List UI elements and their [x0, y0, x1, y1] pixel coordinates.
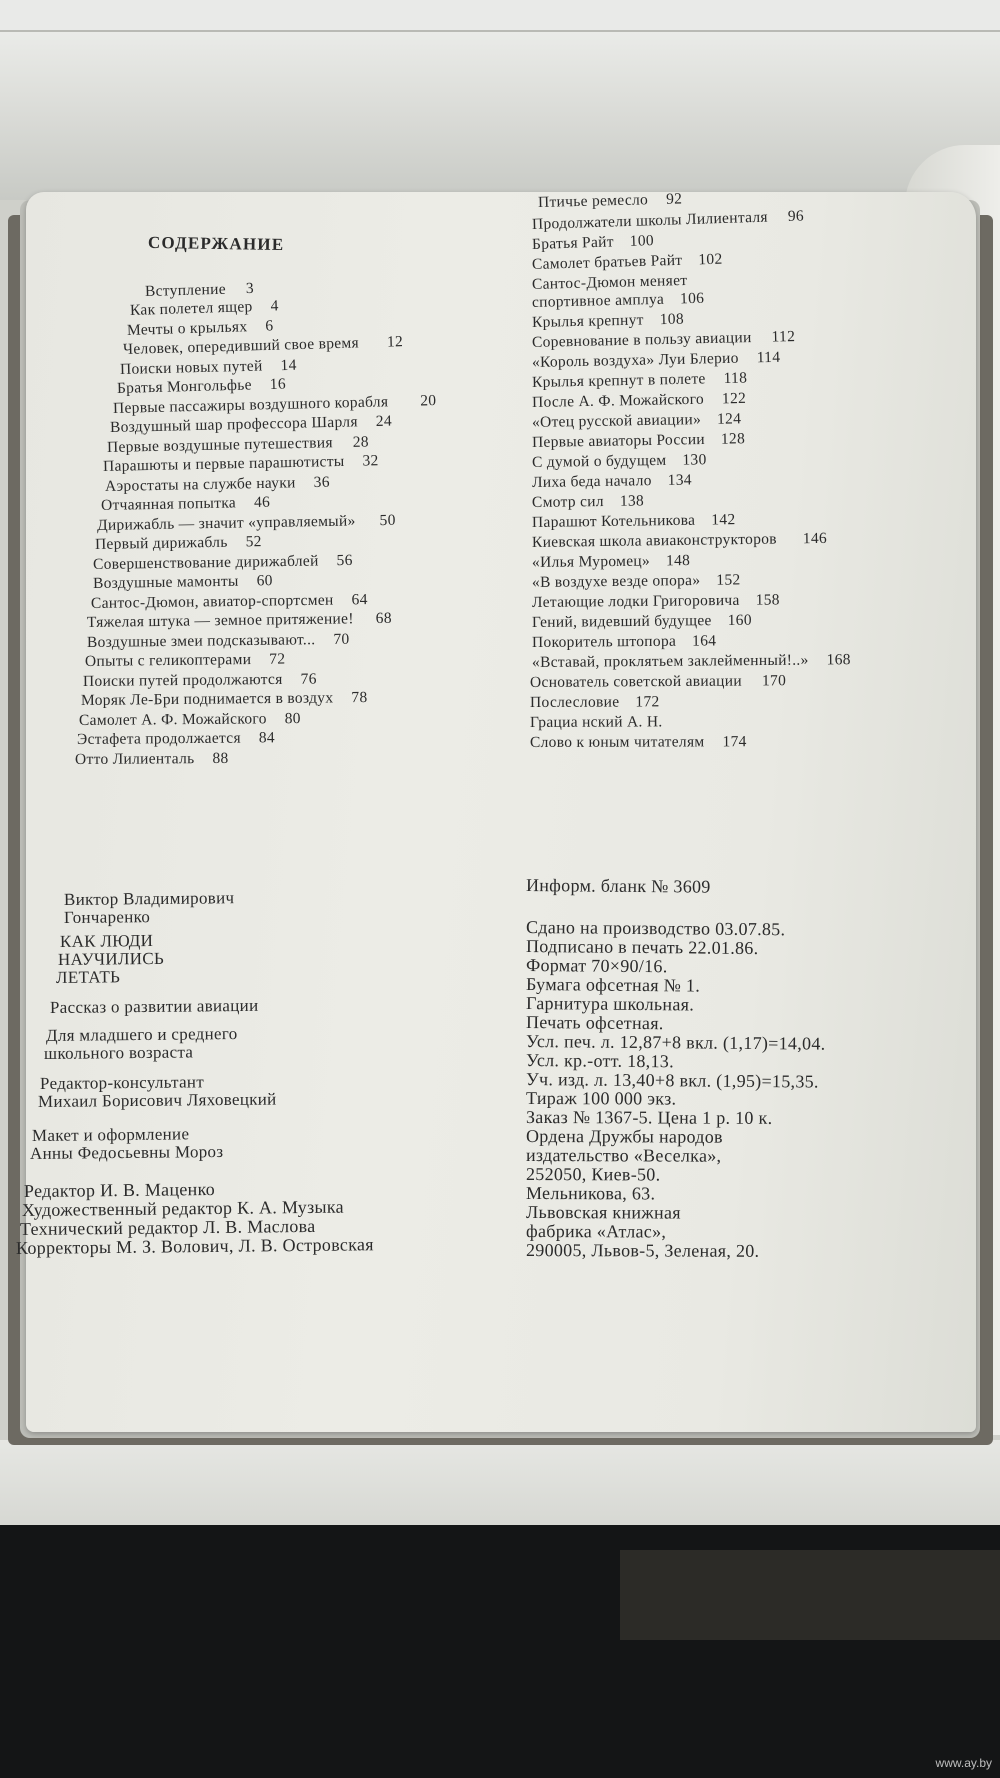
toc-entry — [77, 728, 275, 750]
toc-entry-title: Парашюты и первые парашютисты — [102, 452, 345, 475]
toc-entry — [81, 688, 368, 711]
toc-entry-title: Первые авиаторы России — [531, 430, 706, 451]
toc-entry — [532, 450, 707, 473]
toc-entry-title: Сантос-Дюмон меняет — [531, 271, 688, 293]
shelf-shadow — [620, 1550, 1000, 1640]
toc-entry-title: Воздушные змеи подсказывают... — [86, 631, 316, 651]
toc-entry-title: Грациа нский А. Н. — [529, 713, 663, 731]
toc-entry-title: Дирижабль — значит «управляемый» — [96, 512, 356, 534]
imprint-info-line: Подписано в печать 22.01.86. — [525, 936, 759, 959]
imprint-info-line: Усл. печ. л. 12,87+8 вкл. (1,17)=14,04. — [525, 1031, 826, 1054]
toc-entry-page-number: 68 — [375, 609, 392, 627]
toc-entry-page-number: 28 — [352, 433, 370, 451]
imprint-info-line: Формат 70×90/16. — [525, 955, 668, 977]
toc-entry-page-number: 92 — [665, 190, 683, 208]
toc-entry — [530, 732, 747, 753]
toc-entry — [532, 590, 780, 613]
toc-entry-page-number: 170 — [761, 672, 787, 690]
imprint-info-line: Тираж 100 000 экз. — [525, 1088, 677, 1109]
toc-entry-title: Отто Лилиенталь — [74, 750, 195, 768]
toc-entry-page-number: 4 — [270, 297, 279, 315]
toc-entry-title: Тяжелая штука — земное притяжение! — [86, 610, 354, 631]
toc-entry-title: Опыты с геликоптерами — [84, 650, 252, 670]
toc-entry-page-number: 70 — [333, 630, 350, 648]
toc-entry-title: Мечты о крыльях — [126, 318, 248, 339]
toc-entry-page-number: 164 — [692, 632, 717, 650]
toc-entry-page-number: 102 — [698, 250, 723, 269]
toc-entry-title: С думой о будущем — [531, 451, 667, 471]
toc-entry-page-number: 24 — [375, 412, 393, 430]
toc-entry-title: Поиски новых путей — [119, 357, 263, 378]
toc-entry — [530, 712, 663, 733]
toc-entry-page-number: 152 — [716, 571, 741, 589]
imprint-credit-line: Макет и оформление — [31, 1124, 190, 1145]
imprint-info-line: Печать офсетная. — [525, 1012, 664, 1034]
imprint-info-line: Заказ № 1367-5. Цена 1 р. 10 к. — [525, 1107, 773, 1128]
toc-entry-title: Крылья крепнут в полете — [531, 370, 706, 391]
toc-entry-page-number: 46 — [253, 493, 271, 512]
toc-entry-page-number: 80 — [284, 710, 301, 728]
toc-entry-page-number: 108 — [659, 310, 685, 329]
toc-entry — [532, 611, 752, 633]
toc-entry-page-number: 3 — [245, 279, 255, 298]
toc-entry-page-number: 36 — [313, 473, 330, 491]
toc-entry-title: Как полетел ящер — [129, 298, 253, 319]
toc-entry-title: Самолет А. Ф. Можайского — [78, 710, 267, 729]
toc-entry — [530, 671, 786, 693]
imprint-info-line: Мельникова, 63. — [525, 1183, 656, 1204]
window-sill-bottom — [0, 1440, 1000, 1530]
toc-entry-title: Лиха беда начало — [531, 472, 652, 491]
imprint-info-line: Усл. кр.-отт. 18,13. — [525, 1050, 675, 1072]
toc-entry-page-number: 114 — [756, 348, 781, 367]
toc-entry-title: Киевская школа авиаконструкторов — [531, 530, 777, 551]
imprint-info-line: издательство «Веселка», — [525, 1145, 722, 1166]
toc-entry-page-number: 16 — [269, 375, 287, 393]
toc-entry — [532, 551, 690, 573]
imprint-info-line: 252050, Киев-50. — [525, 1164, 661, 1185]
toc-entry-title: Поиски путей продолжаются — [82, 670, 283, 690]
imprint-credit-line: Гончаренко — [63, 907, 151, 927]
imprint-info-line: Гарнитура школьная. — [525, 993, 695, 1015]
toc-entry-title: Вступление — [144, 280, 227, 300]
imprint-info-line: Бумага офсетная № 1. — [525, 974, 701, 996]
toc-entry-title: Человек, опередивший свое время — [122, 334, 360, 358]
toc-entry-page-number: 172 — [635, 693, 660, 711]
toc-entry-page-number: 52 — [245, 533, 262, 551]
toc-entry-page-number: 148 — [665, 552, 691, 570]
toc-entry — [532, 510, 736, 533]
toc-entry-title: Совершенствование дирижаблей — [92, 552, 319, 573]
toc-entry-page-number: 6 — [265, 317, 274, 335]
toc-entry-title: «В воздухе везде опора» — [531, 571, 701, 591]
toc-entry-title: Братья Монгольфье — [116, 376, 253, 397]
dark-background — [0, 1525, 1000, 1778]
toc-entry-page-number: 20 — [420, 392, 437, 410]
toc-entry-title: Эстафета продолжается — [76, 729, 241, 748]
toc-entry-page-number: 134 — [667, 471, 693, 489]
toc-entry-title: Смотр сил — [531, 492, 604, 511]
imprint-info-line: Информ. бланк № 3609 — [525, 875, 711, 897]
toc-entry-title: Моряк Ле-Бри поднимается в воздух — [80, 689, 334, 709]
toc-entry-title: «Король воздуха» Луи Блерио — [531, 349, 739, 371]
imprint-info-line: Сдано на производство 03.07.85. — [525, 917, 786, 940]
toc-entry-page-number: 124 — [716, 410, 742, 428]
toc-entry-page-number: 72 — [269, 650, 286, 668]
toc-entry-title: Воздушные мамонты — [92, 572, 239, 592]
toc-entry-page-number: 138 — [619, 492, 645, 510]
imprint-credit-line: Технический редактор Л. В. Маслова — [19, 1215, 316, 1239]
toc-entry-title: спортивное амплуа — [531, 290, 665, 311]
imprint-credit-line: Анны Федосьевны Мороз — [29, 1141, 224, 1163]
toc-entry-title: Слово к юным читателям — [529, 733, 705, 751]
toc-entry-title: Послесловие — [529, 693, 620, 711]
toc-heading: СОДЕРЖАНИЕ — [147, 232, 285, 255]
toc-entry — [75, 749, 229, 770]
imprint-info-line: фабрика «Атлас», — [525, 1221, 667, 1242]
toc-entry-page-number: 60 — [256, 572, 273, 590]
toc-entry-page-number: 112 — [771, 328, 796, 346]
toc-entry — [530, 692, 660, 713]
toc-entry — [532, 570, 741, 593]
toc-entry-title: Отчаянная попытка — [100, 494, 237, 514]
toc-entry — [532, 491, 644, 513]
toc-entry-page-number: 122 — [721, 389, 747, 408]
imprint-credit-line: Корректоры М. З. Волович, Л. В. Островская — [15, 1234, 374, 1258]
toc-entry-title: Покоритель штопора — [531, 632, 677, 651]
toc-entry-title: Основатель советской авиации — [529, 672, 743, 691]
toc-entry — [532, 529, 827, 553]
toc-entry-title: Гений, видевший будущее — [531, 612, 712, 631]
toc-entry-title: Первые пассажиры воздушного корабля — [112, 393, 389, 417]
imprint-info-line: Львовская книжная — [525, 1202, 681, 1223]
toc-entry-page-number: 88 — [212, 749, 229, 768]
imprint-credit-line: Редактор И. В. Маценко — [23, 1179, 216, 1201]
toc-entry-page-number: 84 — [258, 729, 276, 747]
toc-entry-title: Братья Райт — [531, 233, 615, 253]
toc-entry-page-number: 96 — [787, 207, 805, 225]
toc-entry-title: Птичье ремесло — [537, 191, 649, 211]
toc-entry-page-number: 100 — [629, 232, 655, 250]
imprint-credit-line: ЛЕТАТЬ — [55, 967, 121, 987]
window-frame — [0, 0, 1000, 32]
imprint-credit-line: Виктор Владимирович — [63, 888, 235, 909]
imprint-credit-line: школьного возраста — [43, 1042, 194, 1063]
watermark: www.ay.by — [935, 1756, 992, 1770]
toc-entry-page-number: 32 — [362, 452, 379, 470]
toc-entry-page-number: 64 — [351, 591, 368, 609]
toc-entry-page-number: 118 — [723, 369, 748, 387]
imprint-info-line: Уч. изд. л. 13,40+8 вкл. (1,95)=15,35. — [525, 1069, 819, 1092]
toc-entry-page-number: 142 — [711, 511, 736, 529]
imprint-credit-line: Для младшего и среднего — [45, 1023, 238, 1045]
toc-entry-title: Самолет братьев Райт — [531, 251, 683, 273]
toc-entry — [93, 571, 273, 594]
toc-entry-title: Продолжатели школы Лилиенталя — [531, 208, 769, 233]
toc-entry-title: «Вставай, проклятьем заклейменный!..» — [531, 651, 809, 671]
toc-entry — [532, 650, 851, 673]
toc-entry-title: Парашют Котельникова — [531, 511, 696, 531]
toc-entry-page-number: 14 — [280, 356, 297, 375]
imprint-credit-line: КАК ЛЮДИ — [59, 931, 154, 951]
toc-entry — [532, 631, 716, 653]
toc-entry-page-number: 158 — [755, 591, 780, 609]
toc-entry — [95, 532, 262, 555]
toc-entry-title: Сантос-Дюмон, авиатор-спортсмен — [90, 591, 334, 612]
imprint-credit-line: Редактор-консультант — [39, 1072, 205, 1093]
toc-entry-title: Воздушный шар профессора Шарля — [109, 413, 358, 436]
toc-entry-page-number: 106 — [679, 289, 705, 308]
toc-entry-page-number: 128 — [720, 430, 746, 448]
imprint-info-line: 290005, Львов-5, Зеленая, 20. — [525, 1240, 760, 1261]
toc-entry-page-number: 56 — [336, 551, 353, 570]
toc-entry-page-number: 174 — [722, 733, 747, 751]
toc-entry-title: Летающие лодки Григоровича — [531, 591, 740, 611]
toc-entry-page-number: 146 — [802, 529, 828, 548]
toc-entry-title: «Отец русской авиации» — [531, 411, 702, 431]
toc-entry-title: После А. Ф. Можайского — [531, 390, 705, 411]
toc-entry-title: Аэростаты на службе науки — [104, 474, 296, 495]
imprint-credit-line: Рассказ о развитии авиации — [49, 995, 259, 1017]
toc-entry-page-number: 168 — [826, 651, 851, 669]
imprint-credit-line: Художественный редактор К. А. Музыка — [21, 1196, 345, 1220]
toc-entry-page-number: 50 — [379, 511, 396, 530]
toc-entry — [85, 650, 286, 672]
imprint-credit-line: НАУЧИЛИСЬ — [57, 948, 165, 969]
toc-entry-page-number: 160 — [727, 611, 752, 629]
toc-entry-title: «Илья Муромец» — [531, 552, 651, 571]
toc-entry-title: Первый дирижабль — [94, 533, 228, 553]
toc-entry-page-number: 76 — [300, 670, 317, 688]
toc-entry-page-number: 78 — [351, 689, 368, 707]
imprint-info-line: Ордена Дружбы народов — [525, 1126, 723, 1147]
toc-entry — [532, 429, 745, 453]
toc-entry-page-number: 12 — [386, 333, 404, 351]
toc-entry-title: Первые воздушные путешествия — [106, 434, 333, 456]
toc-entry-title: Крылья крепнут — [531, 311, 644, 331]
toc-entry-page-number: 130 — [682, 451, 707, 469]
toc-entry — [532, 470, 692, 493]
toc-entry-title: Соревнование в пользу авиации — [531, 329, 752, 351]
toc-entry — [538, 189, 683, 213]
imprint-credit-line: Михаил Борисович Ляховецкий — [37, 1089, 277, 1111]
